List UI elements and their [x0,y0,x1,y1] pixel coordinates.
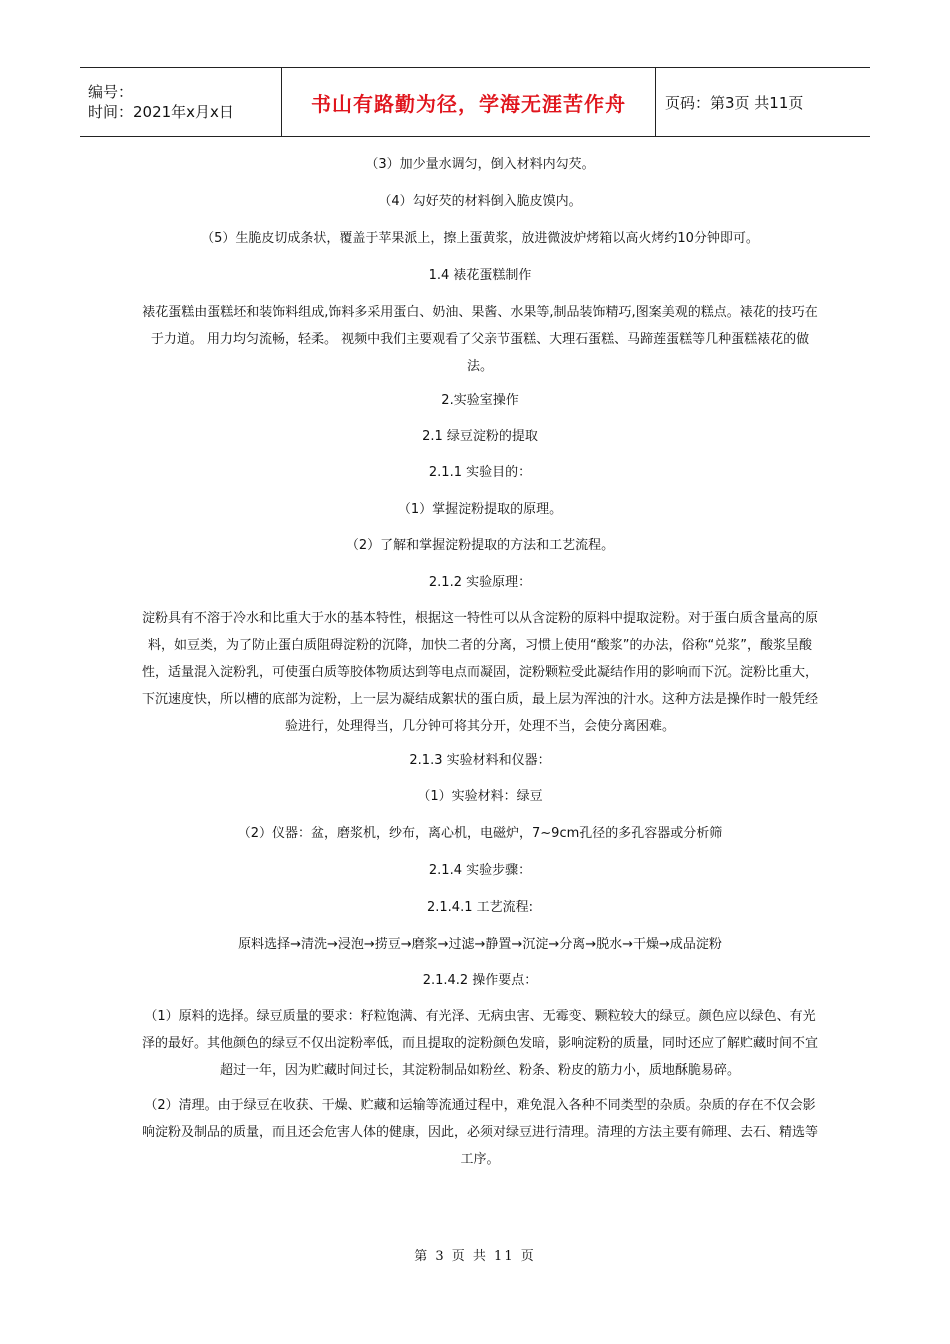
process-flow: 原料选择→清洗→浸泡→捞豆→磨浆→过滤→静置→沉淀→分离→脱水→干燥→成品淀粉 [238,937,722,952]
step-3: （3）加少量水调匀，倒入材料内勾芡。 [365,157,595,172]
page-footer: 第 3 页 共 11 页 [414,1249,536,1264]
paragraph-cleaning: （2）清理。由于绿豆在收获、干燥、贮藏和运输等流通过程中，难免混入各种不同类型的杂质。杂质的存在不仅会影响淀粉及制品的质量，而且还会危害人体的健康，因此，必须对绿豆进行清理。清理的方法主要有筛理、去石、精选等工序。 [141,1098,818,1167]
section-heading-2-1: 2.1 绿豆淀粉的提取 [422,429,538,444]
step-4: （4）勾好芡的材料倒入脆皮馍内。 [378,194,582,209]
section-heading-2-1-1: 2.1.1 实验目的： [428,465,532,480]
document-time-label: 时间：2021年x月x日 [88,103,234,121]
section-heading-2: 2.实验室操作 [441,393,519,408]
paragraph-raw-material: （1）原料的选择。绿豆质量的要求：籽粒饱满、有光泽、无病虫害、无霉变、颗粒较大的绿豆。颜色应以绿色、有光泽的最好。其他颜色的绿豆不仅出淀粉率低，而且提取的淀粉颜色发暗，影响淀粉的质量，同时还应了解贮藏时间不宜超过一年，因为贮藏时间过长，其淀粉制品如粉丝、粉条、粉皮的筋力小，质地酥脆易碎。 [141,1009,818,1078]
objective-1: （1）掌握淀粉提取的原理。 [397,502,563,517]
section-heading-2-1-3: 2.1.3 实验材料和仪器： [409,753,551,768]
instruments-line: （2）仪器：盆，磨浆机，纱布，离心机，电磁炉，7~9cm孔径的多孔容器或分析筛 [237,826,723,841]
materials-line: （1）实验材料：绿豆 [417,789,543,804]
header-motto-cell [281,68,656,136]
document-number-label: 编号： [88,83,134,101]
section-heading-2-1-4-1: 2.1.4.1 工艺流程: [427,900,533,915]
header-meta [80,68,281,136]
paragraph-principle: 淀粉具有不溶于冷水和比重大于水的基本特性，根据这一特性可以从含淀粉的原料中提取淀粉。对于蛋白质含量高的原料，如豆类，为了防止蛋白质阻碍淀粉的沉降，加快二者的分离，习惯上使用“酸浆”的办法，俗称“兑浆”，酸浆呈酸性，适量混入淀粉乳，可使蛋白质等胶体物质达到等电点而凝固，淀粉颗粒受此凝结作用的影响而下沉。淀粉比重大，下沉速度快，所以槽的底部为淀粉，上一层为凝结成絮状的蛋白质，最上层为浑浊的汁水。这种方法是操作时一般凭经验进行，处理得当，几分钟可将其分开，处理不当，会使分离困难。 [141,611,818,734]
header-motto: 书山有路勤为径，学海无涯苦作舟 [311,91,626,116]
section-heading-1-4: 1.4 裱花蛋糕制作 [428,268,532,283]
section-heading-2-1-4-2: 2.1.4.2 操作要点： [422,973,538,988]
section-heading-2-1-4: 2.1.4 实验步骤： [428,863,532,878]
header-page-cell [656,68,870,136]
page-header [80,67,870,137]
document-body [140,152,820,1173]
section-heading-2-1-2: 2.1.2 实验原理： [428,575,532,590]
header-page-info: 页码：第3页 共11页 [665,93,804,112]
paragraph-cake-decoration: 裱花蛋糕由蛋糕坯和装饰料组成,饰料多采用蛋白、奶油、果酱、水果等,制品装饰精巧,图案美观的糕点。裱花的技巧在于力道。 用力均匀流畅，轻柔。 视频中我们主要观看了父亲节蛋糕、大理石蛋糕、马蹄莲蛋糕等几种蛋糕裱花的做法。 [142,305,818,374]
objective-2: （2）了解和掌握淀粉提取的方法和工艺流程。 [345,538,615,553]
step-5: （5）生脆皮切成条状，覆盖于苹果派上，擦上蛋黄浆，放进微波炉烤箱以高火烤约10分钟即可。 [201,231,759,246]
